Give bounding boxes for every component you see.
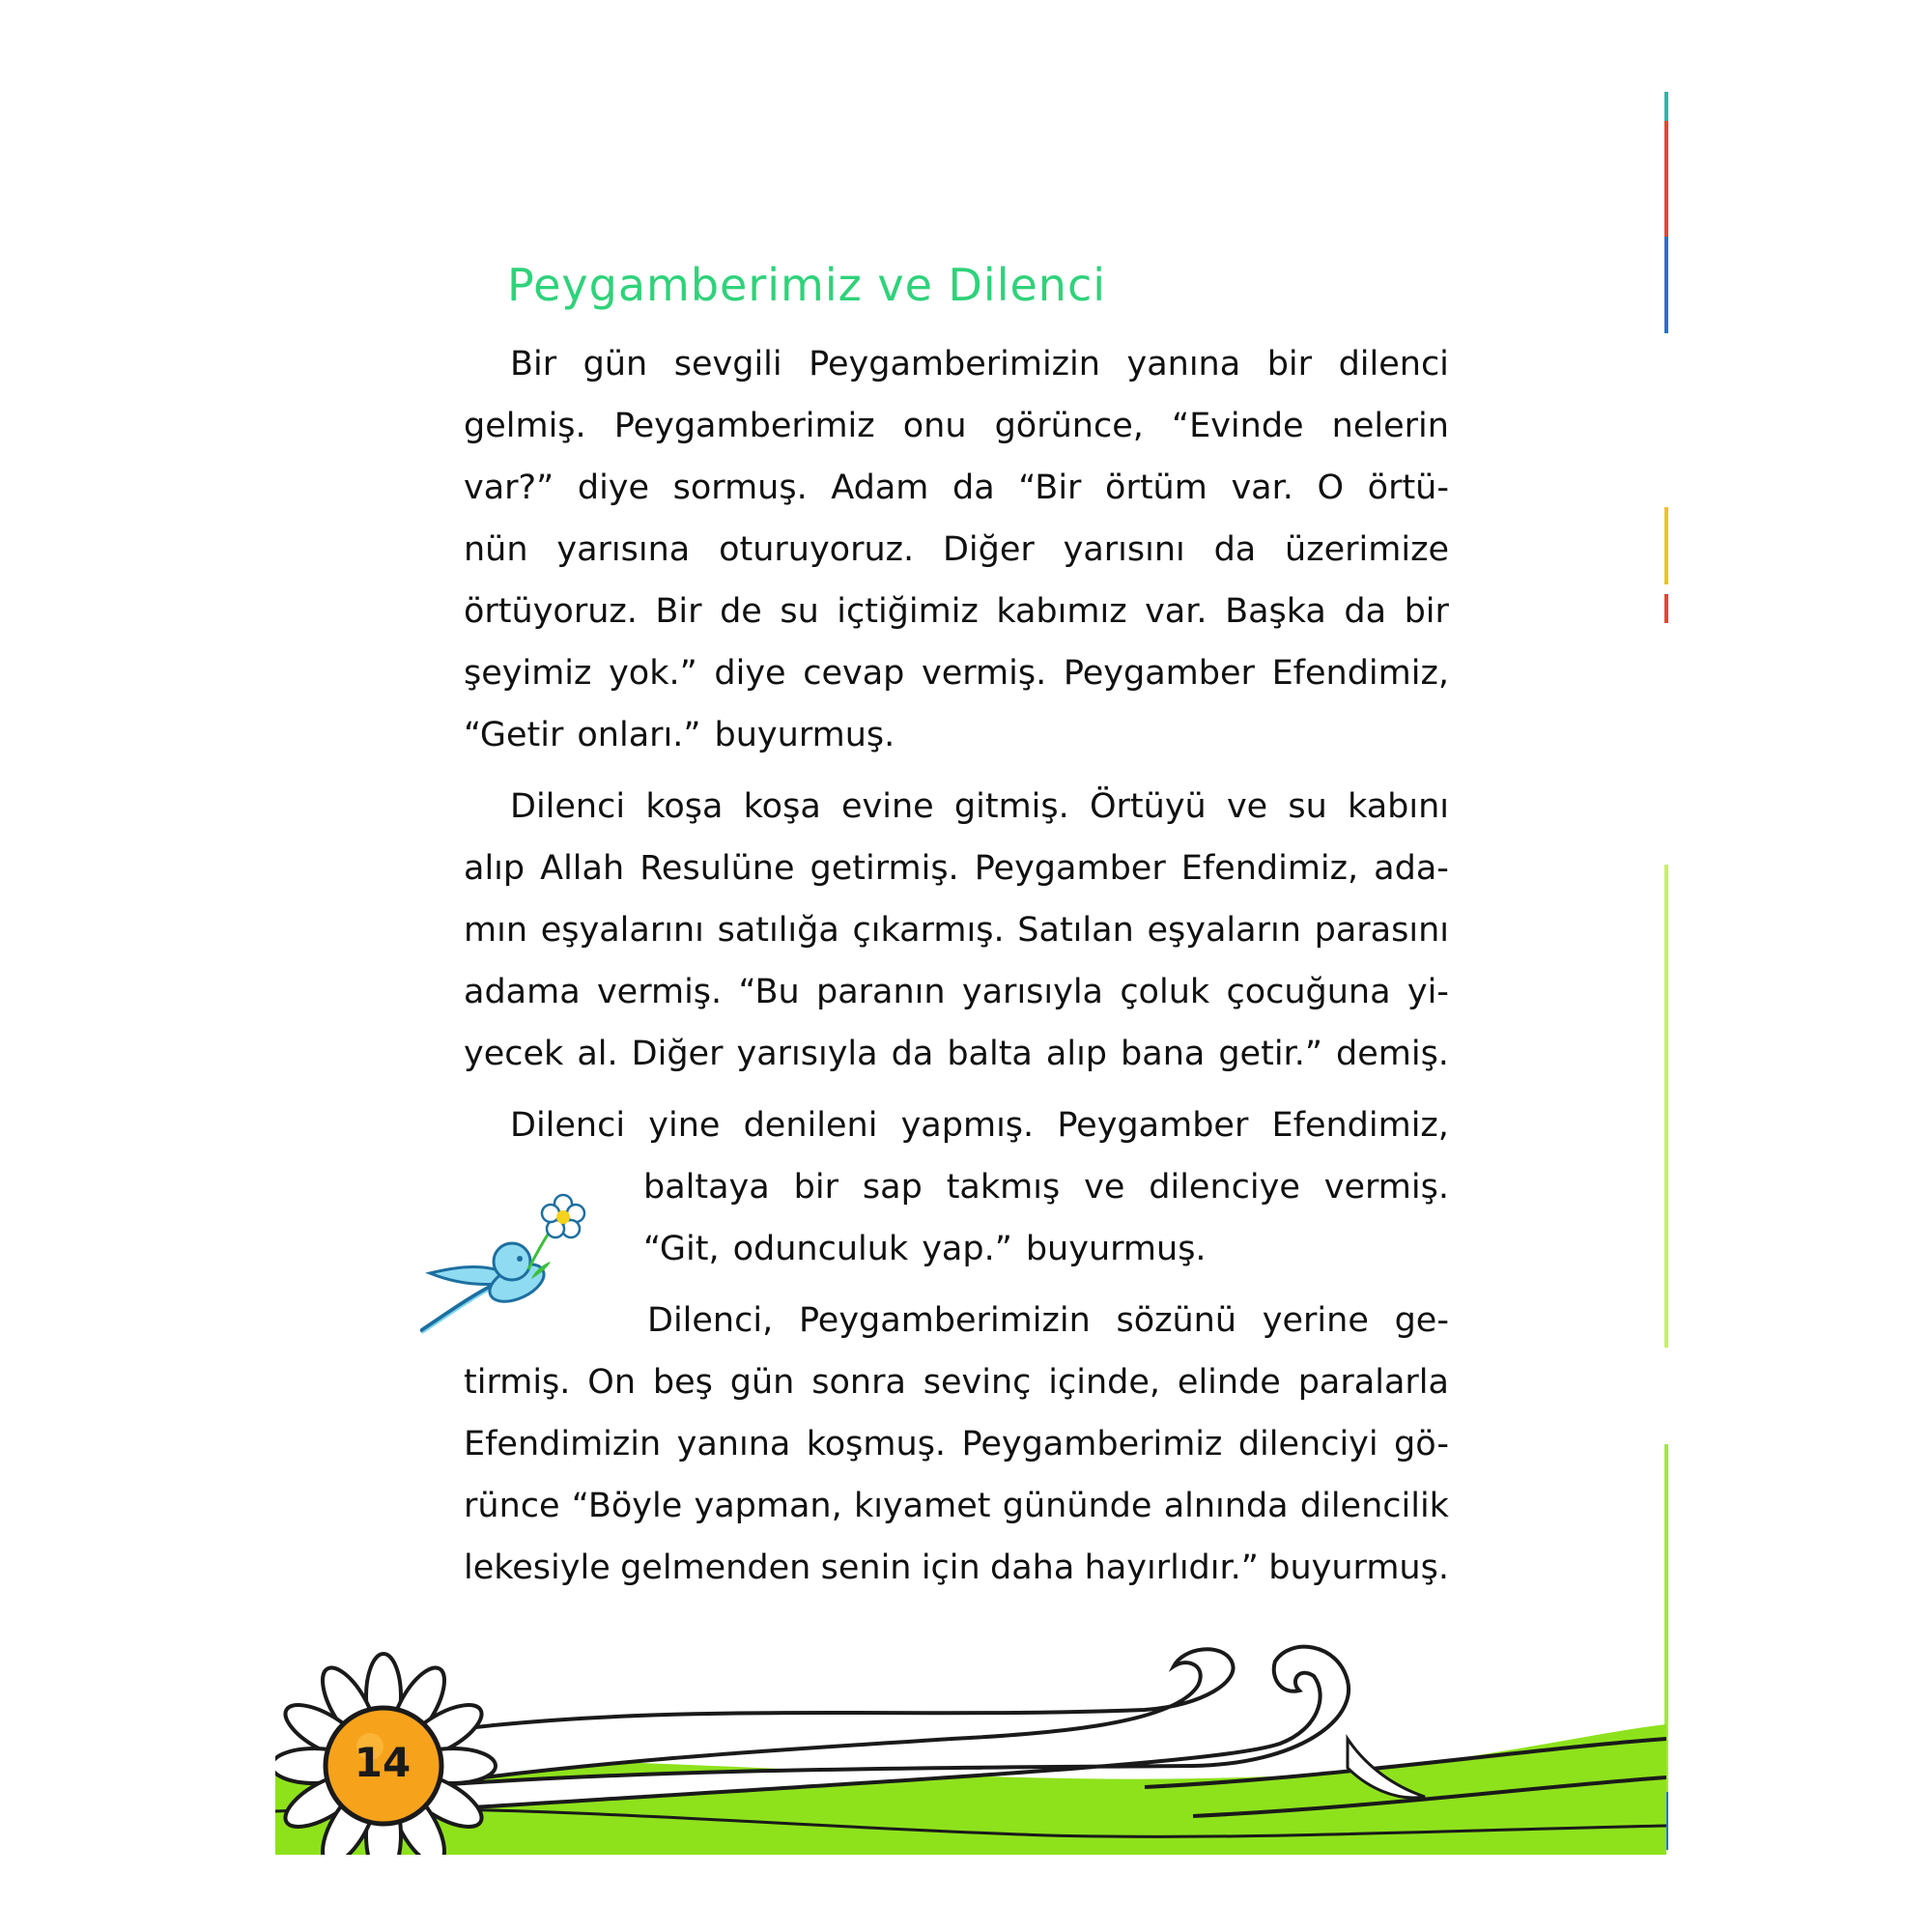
word: alıp (464, 849, 526, 888)
text-line (647, 1290, 1449, 1351)
word: elinde (1177, 1363, 1281, 1402)
word: onları.” (577, 716, 701, 754)
word: Adam (831, 469, 929, 507)
word: örtüm (1105, 469, 1208, 507)
word: “Bir (1018, 469, 1082, 507)
word: Peygamber (974, 849, 1166, 888)
word: beş (652, 1363, 713, 1402)
word: yarısıyla (961, 973, 1104, 1011)
word: kabımız (996, 592, 1127, 631)
word: yarısıyla (736, 1035, 878, 1073)
word: su (780, 592, 819, 631)
word: diye (577, 469, 650, 507)
word: tirmiş. (464, 1363, 571, 1402)
word: koşa (743, 787, 821, 826)
word: Peygamber (1057, 1106, 1249, 1145)
text-line (464, 776, 1449, 838)
text-line (464, 395, 1449, 457)
word: cevap (803, 654, 905, 693)
word: Diğer (631, 1035, 724, 1073)
word: “Evinde (1171, 407, 1304, 445)
word: hayırlıdır.” (1084, 1548, 1259, 1587)
word: Efendimiz, (1271, 654, 1449, 693)
text-line (464, 519, 1449, 581)
text-line (464, 642, 1449, 704)
word: dilenciyi (1237, 1425, 1378, 1463)
text-line (464, 581, 1449, 642)
word: alnında (1163, 1487, 1289, 1525)
word: getirmiş. (810, 849, 959, 888)
text-line (464, 704, 1449, 766)
word: içinde, (1048, 1363, 1161, 1402)
text-line (464, 457, 1449, 519)
word: satılığa (717, 911, 839, 950)
word: sevinç (923, 1363, 1032, 1402)
word: yap.” (922, 1230, 1012, 1268)
word: da (952, 469, 995, 507)
text-line (643, 1218, 1449, 1280)
text-line (464, 1413, 1449, 1475)
word: ge- (1394, 1301, 1449, 1340)
word: de (720, 592, 762, 631)
word: sözünü (1116, 1301, 1237, 1340)
word: yarısını (1063, 530, 1185, 569)
word: Allah (540, 849, 625, 888)
word: örtüyoruz. (464, 592, 638, 631)
word: denileni (743, 1106, 878, 1145)
word: “Böyle (571, 1487, 683, 1525)
word: mın (464, 911, 528, 950)
word: şeyimiz (464, 654, 592, 693)
word: çıkarmış. (852, 911, 1005, 950)
word: evine (841, 787, 934, 826)
word: lekesiyle (464, 1548, 611, 1587)
word: Efendimiz, (1180, 849, 1359, 888)
word: “Getir (464, 716, 564, 754)
word: Efendimiz, (1271, 1106, 1449, 1145)
paragraph-1 (464, 333, 1449, 766)
word: yecek (464, 1035, 564, 1073)
word: “Bu (738, 973, 800, 1011)
word: yi- (1406, 973, 1449, 1011)
word: gün (729, 1363, 795, 1402)
word: Dilenci (510, 1106, 626, 1145)
word: eşyalarını (540, 911, 704, 950)
word: bana (1121, 1035, 1206, 1073)
word: var. (1231, 469, 1293, 507)
word: Diğer (942, 530, 1035, 569)
word: ve (1226, 787, 1268, 826)
word: rünce (464, 1487, 560, 1525)
word: da (1213, 530, 1257, 569)
page-title: Peygamberimiz ve Dilenci (507, 259, 1107, 311)
page-number: 14 (354, 1739, 412, 1786)
word: için (921, 1548, 980, 1587)
word: sap (862, 1168, 923, 1207)
word: “Git, (643, 1230, 720, 1268)
word: sormuş. (672, 469, 808, 507)
word: demiş. (1336, 1035, 1449, 1073)
word: onu (902, 407, 967, 445)
word: koşa (645, 787, 724, 826)
text-line (464, 899, 1449, 961)
word: sevgili (673, 345, 782, 384)
word: yerine (1262, 1301, 1369, 1340)
word: yapman, (694, 1487, 842, 1525)
word: Resulüne (639, 849, 795, 888)
word: Peygamberimiz (961, 1425, 1223, 1463)
word: yine (648, 1106, 721, 1145)
word: buyurmuş. (714, 716, 895, 754)
word: Dilenci (510, 787, 626, 826)
word: Peygamber (1063, 654, 1255, 693)
word: görünce, (994, 407, 1144, 445)
paragraph-2 (464, 776, 1449, 1085)
word: baltaya (643, 1168, 770, 1207)
word: çocuğuna (1226, 973, 1391, 1011)
word: adama (464, 973, 581, 1011)
word: Başka (1225, 592, 1326, 631)
word: yarısına (556, 530, 691, 569)
word: senin (820, 1548, 912, 1587)
word: Örtüyü (1089, 787, 1207, 826)
text-line (464, 961, 1449, 1023)
word: yanına (1126, 345, 1241, 384)
word: kabını (1348, 787, 1449, 826)
word: da (891, 1035, 934, 1073)
word: yapmış. (900, 1106, 1035, 1145)
bird-with-flower-icon (420, 1186, 613, 1341)
word: buyurmuş. (1025, 1230, 1207, 1268)
word: oturuyoruz. (719, 530, 915, 569)
page-edge-strip (1664, 92, 1668, 1850)
word: gö- (1394, 1425, 1449, 1463)
word: içtiğimiz (837, 592, 979, 631)
text-line (464, 1351, 1449, 1413)
word: balta (947, 1035, 1033, 1073)
word: parasını (1314, 911, 1449, 950)
word: yok.” (609, 654, 697, 693)
word: vermiş. (922, 654, 1047, 693)
word: çoluk (1120, 973, 1210, 1011)
word: nün (464, 530, 528, 569)
word: odunculuk (732, 1230, 909, 1268)
word: al. (577, 1035, 618, 1073)
word: Peygamberimiz (613, 407, 875, 445)
word: Satılan (1017, 911, 1134, 950)
text-line (464, 1475, 1449, 1537)
word: dilencilik (1299, 1487, 1449, 1525)
text-line (464, 333, 1449, 395)
text-line (464, 838, 1449, 899)
word: kıyamet (853, 1487, 991, 1525)
word: vermiş. (1323, 1168, 1449, 1207)
text-line (643, 1156, 1449, 1218)
word: gelmiş. (464, 407, 586, 445)
word: nelerin (1331, 407, 1449, 445)
word: paranın (816, 973, 946, 1011)
word: gelmenden (620, 1548, 811, 1587)
word: O (1317, 469, 1345, 507)
word: bir (1404, 592, 1449, 631)
word: örtü- (1367, 469, 1449, 507)
text-line (464, 1094, 1449, 1156)
word: Dilenci, (647, 1301, 774, 1340)
word: su (1288, 787, 1327, 826)
word: On (587, 1363, 637, 1402)
word: ada- (1374, 849, 1449, 888)
word: eşyaların (1147, 911, 1301, 950)
word: vermiş. (596, 973, 723, 1011)
word: Peygamberimizin (809, 345, 1100, 384)
word: da (1344, 592, 1387, 631)
word: daha (990, 1548, 1075, 1587)
word: Bir (510, 345, 557, 384)
word: getir.” (1218, 1035, 1322, 1073)
word: dilenciye (1149, 1168, 1300, 1207)
footer-illustration (275, 1642, 1666, 1855)
word: sonra (811, 1363, 906, 1402)
word: ve (1084, 1168, 1125, 1207)
word: gün (582, 345, 648, 384)
word: var?” (464, 469, 554, 507)
word: dilenci (1338, 345, 1449, 384)
word: alıp (1045, 1035, 1108, 1073)
text-line (464, 1023, 1449, 1085)
word: Efendimizin (464, 1425, 662, 1463)
word: gitmiş. (953, 787, 1069, 826)
word: Bir (655, 592, 702, 631)
word: yanına (676, 1425, 791, 1463)
word: takmış (946, 1168, 1061, 1207)
word: diye (714, 654, 786, 693)
word: üzerimize (1285, 530, 1449, 569)
word: bir (793, 1168, 838, 1207)
word: paralarla (1297, 1363, 1449, 1402)
word: bir (1266, 345, 1313, 384)
word: buyurmuş. (1268, 1548, 1449, 1587)
word: koşmuş. (806, 1425, 947, 1463)
text-line (464, 1537, 1449, 1599)
word: Peygamberimizin (798, 1301, 1091, 1340)
word: var. (1145, 592, 1208, 631)
word: gününde (1002, 1487, 1152, 1525)
